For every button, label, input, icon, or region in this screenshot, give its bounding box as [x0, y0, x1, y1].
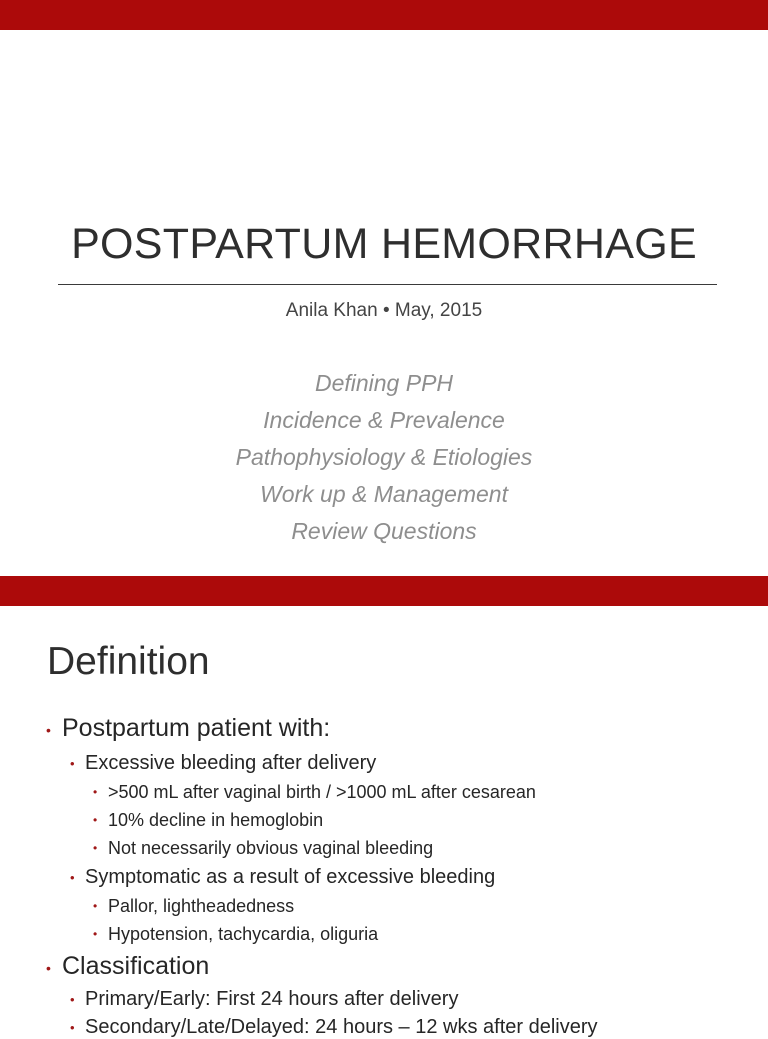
bullet-text: Hypotension, tachycardia, oliguria: [108, 924, 379, 944]
bullet-dot-icon: •: [93, 813, 98, 827]
bullet-item: [70, 1016, 598, 1039]
bullet-text: Classification: [62, 952, 210, 980]
bullet-dot-icon: •: [70, 1020, 75, 1035]
bullet-dot-icon: •: [93, 841, 98, 855]
title-divider: [58, 284, 717, 285]
bullet-text: Excessive bleeding after delivery: [85, 752, 377, 774]
bullet-item: [70, 866, 496, 889]
bullet-dot-icon: •: [46, 722, 51, 738]
bullet-text: Postpartum patient with:: [62, 714, 331, 742]
bullet-item: [93, 782, 536, 803]
definition-slide-title: Definition: [47, 640, 210, 683]
bullet-item: [46, 952, 210, 981]
bullet-dot-icon: •: [46, 960, 51, 976]
agenda-item: Incidence & Prevalence: [263, 407, 505, 433]
slide-title: POSTPARTUM HEMORRHAGE: [71, 220, 697, 268]
author-date-subtitle: Anila Khan • May, 2015: [285, 300, 483, 321]
bullet-dot-icon: •: [70, 992, 75, 1007]
bullet-text: Primary/Early: First 24 hours after delivery: [85, 988, 459, 1010]
bullet-item: [93, 896, 295, 917]
bullet-dot-icon: •: [70, 756, 75, 771]
bullet-dot-icon: •: [93, 785, 98, 799]
bullet-item: [46, 714, 331, 743]
bullet-text: >500 mL after vaginal birth / >1000 mL after cesarean: [108, 782, 536, 802]
bullet-text: Not necessarily obvious vaginal bleeding: [108, 838, 434, 858]
bullet-text: 10% decline in hemoglobin: [108, 810, 324, 830]
agenda-item: Work up & Management: [259, 481, 508, 507]
bullet-dot-icon: •: [93, 899, 98, 913]
agenda-list: [0, 366, 768, 551]
bullet-text: Symptomatic as a result of excessive bleeding: [85, 866, 496, 888]
bullet-dot-icon: •: [93, 927, 98, 941]
agenda-item: Review Questions: [291, 518, 477, 544]
bullet-text: Secondary/Late/Delayed: 24 hours – 12 wks after delivery: [85, 1016, 598, 1038]
bullet-item: [70, 988, 459, 1011]
bullet-text: Pallor, lightheadedness: [108, 896, 295, 916]
bullet-item: [93, 924, 379, 945]
agenda-item: Pathophysiology & Etiologies: [235, 444, 533, 470]
agenda-item: Defining PPH: [314, 370, 454, 396]
bullet-item: [70, 752, 377, 775]
slide-separator-band: [0, 576, 768, 606]
bullet-item: [93, 838, 434, 859]
bullet-dot-icon: •: [70, 870, 75, 885]
bullet-item: [93, 810, 324, 831]
top-accent-band: [0, 0, 768, 30]
definition-bullet-list: [0, 712, 768, 1038]
